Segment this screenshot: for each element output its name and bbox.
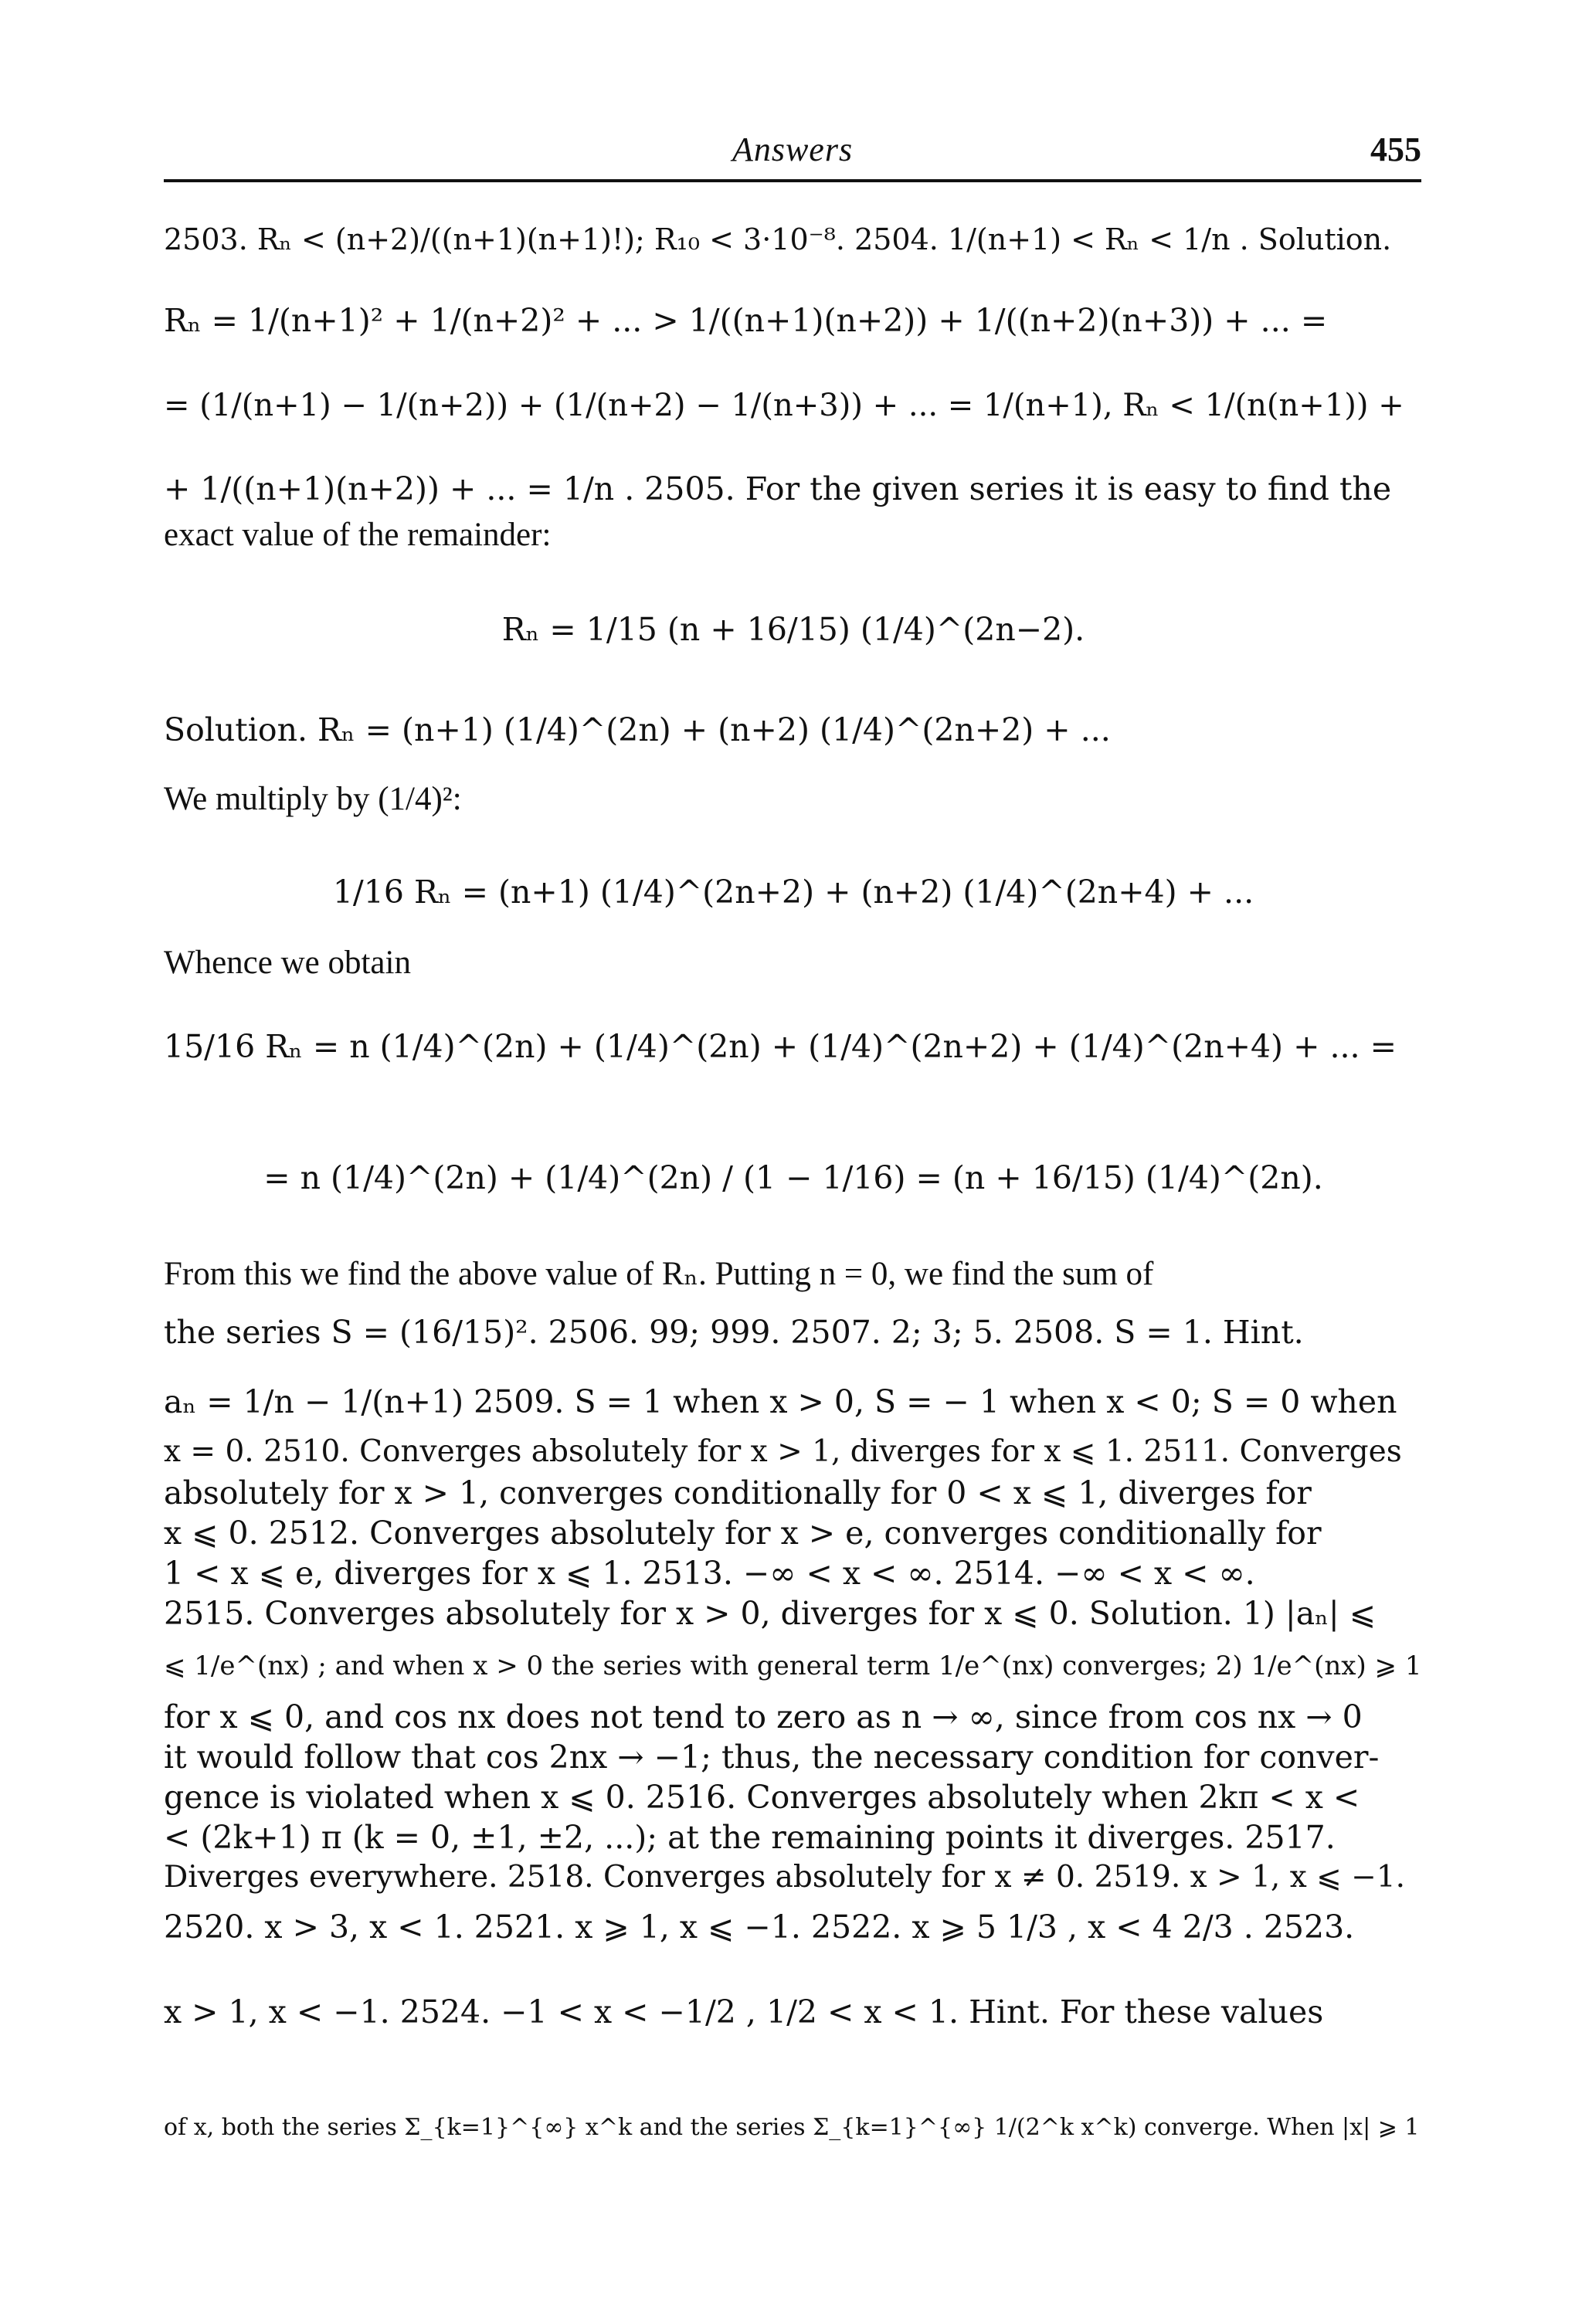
text-line-2515-cont: ⩽ 1/e^(nx) ; and when x > 0 the series with general term 1/e^(nx) converges; 2) 1/e^(nx) ⩾ 1 — [164, 1651, 1422, 1681]
text-line-necessary: it would follow that cos 2nx → −1; thus, the necessary condition for conver- — [164, 1739, 1380, 1776]
page-number: 455 — [1370, 131, 1421, 168]
text-line-2511: absolutely for x > 1, converges conditionally for 0 < x ⩽ 1, diverges for — [164, 1474, 1312, 1511]
text-line-3: = (1/(n+1) − 1/(n+2)) + (1/(n+2) − 1/(n+3)) + ... = 1/(n+1), Rₙ < 1/(n(n+1)) + — [164, 388, 1404, 423]
text-line-series-converge: of x, both the series Σ_{k=1}^{∞} x^k and the series Σ_{k=1}^{∞} 1/(2^k x^k) converge. When |x| ⩾ 1 — [164, 2114, 1420, 2141]
equation-sixteenth: 1/16 Rₙ = (n+1) (1/4)^(2n+2) + (n+2) (1/4)^(2n+4) + ... — [332, 874, 1254, 911]
text-line-2520: 2520. x > 3, x < 1. 2521. x ⩾ 1, x ⩽ −1. 2522. x ⩾ 5 1/3 , x < 4 2/3 . 2523. — [164, 1908, 1355, 1946]
running-title: Answers — [732, 131, 854, 168]
text-line-2516: gence is violated when x ⩽ 0. 2516. Converges absolutely when 2kπ < x < — [164, 1779, 1360, 1816]
text-line-multiply: We multiply by (1/4)²: — [164, 781, 462, 817]
text-line-2: Rₙ = 1/(n+1)² + 1/(n+2)² + ... > 1/((n+1)(n+2)) + 1/((n+2)(n+3)) + ... = — [164, 302, 1328, 339]
text-line-2513: 1 < x ⩽ e, diverges for x ⩽ 1. 2513. −∞ < x < ∞. 2514. −∞ < x < ∞. — [164, 1555, 1255, 1592]
equation-fifteen-sixteenths: 15/16 Rₙ = n (1/4)^(2n) + (1/4)^(2n) + (1/4)^(2n+2) + (1/4)^(2n+4) + ... = — [164, 1028, 1397, 1065]
text-line-2509: aₙ = 1/n − 1/(n+1) 2509. S = 1 when x > 0, S = − 1 when x < 0; S = 0 when — [164, 1383, 1397, 1420]
text-line-from-this: From this we find the above value of Rₙ. Putting n = 0, we find the sum of — [164, 1256, 1154, 1292]
header-rule — [164, 179, 1421, 182]
text-line-4: + 1/((n+1)(n+2)) + ... = 1/n . 2505. For the given series it is easy to find the — [164, 470, 1392, 507]
text-line-2524: x > 1, x < −1. 2524. −1 < x < −1/2 , 1/2 < x < 1. Hint. For these values — [164, 1993, 1324, 2031]
text-line-cos: for x ⩽ 0, and cos nx does not tend to zero as n → ∞, since from cos nx → 0 — [164, 1698, 1363, 1735]
text-line-5: exact value of the remainder: — [164, 517, 552, 553]
text-line-series-sum: the series S = (16/15)². 2506. 99; 999. 2507. 2; 3; 5. 2508. S = 1. Hint. — [164, 1314, 1304, 1351]
text-line-1: 2503. Rₙ < (n+2)/((n+1)(n+1)!); R₁₀ < 3·10⁻⁸. 2504. 1/(n+1) < Rₙ < 1/n . Solution. — [164, 222, 1392, 256]
text-line-2516-cont: < (2k+1) π (k = 0, ±1, ±2, ...); at the remaining points it diverges. 2517. — [164, 1819, 1336, 1856]
text-line-2510: x = 0. 2510. Converges absolutely for x > 1, diverges for x ⩽ 1. 2511. Converges — [164, 1434, 1402, 1469]
text-line-whence: Whence we obtain — [164, 945, 411, 981]
text-line-2517: Diverges everywhere. 2518. Converges absolutely for x ≠ 0. 2519. x > 1, x ⩽ −1. — [164, 1860, 1406, 1895]
running-header — [164, 130, 1421, 179]
equation-remainder: Rₙ = 1/15 (n + 16/15) (1/4)^(2n−2). — [501, 611, 1085, 648]
text-line-solution: Solution. Rₙ = (n+1) (1/4)^(2n) + (n+2) (1/4)^(2n+2) + ... — [164, 711, 1111, 748]
text-line-2515: 2515. Converges absolutely for x > 0, diverges for x ⩽ 0. Solution. 1) |aₙ| ⩽ — [164, 1595, 1377, 1632]
equation-result: = n (1/4)^(2n) + (1/4)^(2n) / (1 − 1/16) = (n + 16/15) (1/4)^(2n). — [263, 1159, 1323, 1196]
text-line-2512: x ⩽ 0. 2512. Converges absolutely for x > e, converges conditionally for — [164, 1515, 1322, 1552]
